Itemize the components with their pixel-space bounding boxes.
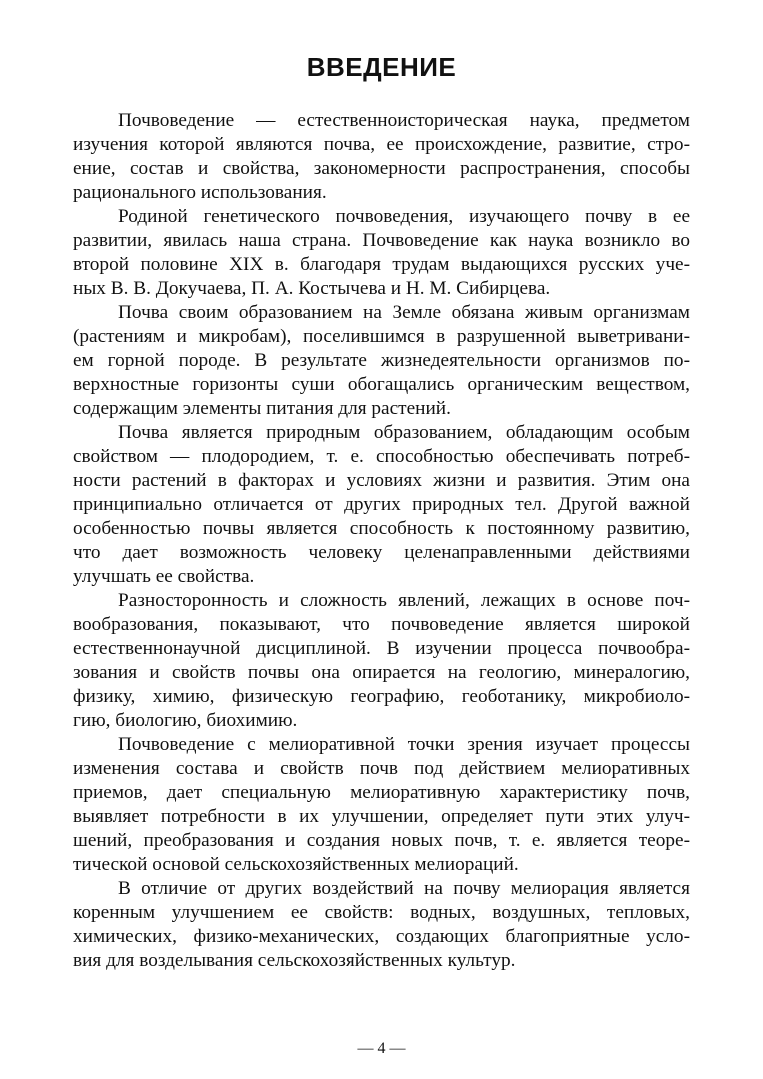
text-line: Родиной генетического почвоведения, изучающего почву в ее xyxy=(118,206,690,227)
text-line: улучшать ее свойства. xyxy=(73,566,255,587)
text-line: особенностью почвы является способность к постоянному развитию, xyxy=(73,518,690,539)
text-line: вообразования, показывают, что почвоведение является широкой xyxy=(73,614,690,635)
text-line: развитии, явилась наша страна. Почвоведение как наука возникло во xyxy=(73,230,690,251)
text-line: Разносторонность и сложность явлений, лежащих в основе поч- xyxy=(118,590,690,611)
text-line: принципиально отличается от других природных тел. Другой важной xyxy=(73,494,690,515)
text-line: рационального использования. xyxy=(73,182,327,203)
text-line: второй половине XIX в. благодаря трудам выдающихся русских уче- xyxy=(73,254,690,275)
paragraph xyxy=(73,109,690,205)
text-line: Почвоведение с мелиоративной точки зрения изучает процессы xyxy=(118,734,690,755)
paragraph xyxy=(73,877,690,973)
text-line: В отличие от других воздействий на почву мелиорация является xyxy=(118,878,690,899)
paragraph xyxy=(73,421,690,589)
text-line: верхностные горизонты суши обогащались органическим веществом, xyxy=(73,374,690,395)
text-line: Почва своим образованием на Земле обязана живым организмам xyxy=(118,302,690,323)
text-line: Почва является природным образованием, обладающим особым xyxy=(118,422,690,443)
text-line: ем горной породе. В результате жизнедеятельности организмов по- xyxy=(73,350,690,371)
text-line: содержащим элементы питания для растений. xyxy=(73,398,451,419)
page-number: — 4 — xyxy=(357,1040,406,1057)
page-title: ВВЕДЕНИЕ xyxy=(306,52,457,82)
text-line: шений, преобразования и создания новых почв, т. е. является теоре- xyxy=(73,830,690,851)
text-line: изменения состава и свойств почв под действием мелиоративных xyxy=(73,758,690,779)
text-line: что дает возможность человеку целенаправленными действиями xyxy=(73,542,690,563)
text-line: тической основой сельскохозяйственных мелиораций. xyxy=(73,854,519,875)
text-line: ение, состав и свойства, закономерности распространения, способы xyxy=(73,158,690,179)
paragraph xyxy=(73,205,690,301)
text-line: изучения которой являются почва, ее происхождение, развитие, стро- xyxy=(73,134,690,155)
paragraph xyxy=(73,733,690,877)
paragraph xyxy=(73,589,690,733)
text-line: (растениям и микробам), поселившимся в разрушенной выветривани- xyxy=(73,326,690,347)
text-line: естественнонаучной дисциплиной. В изучении процесса почвообра- xyxy=(73,638,690,659)
text-line: ных В. В. Докучаева, П. А. Костычева и Н. М. Сибирцева. xyxy=(73,278,551,299)
text-line: гию, биологию, биохимию. xyxy=(73,710,298,731)
text-line: химических, физико-механических, создающих благоприятные усло- xyxy=(73,926,690,947)
text-line: свойством — плодородием, т. е. способностью обеспечивать потреб- xyxy=(73,446,690,467)
text-line: ности растений в факторах и условиях жизни и развития. Этим она xyxy=(73,470,690,491)
text-line: коренным улучшением ее свойств: водных, воздушных, тепловых, xyxy=(73,902,690,923)
paragraph xyxy=(73,301,690,421)
text-line: зования и свойств почвы она опирается на геологию, минералогию, xyxy=(73,662,690,683)
text-line: вия для возделывания сельскохозяйственных культур. xyxy=(73,950,516,971)
text-line: выявляет потребности в их улучшении, определяет пути этих улуч- xyxy=(73,806,690,827)
text-line: Почвоведение — естественноисторическая наука, предметом xyxy=(118,110,690,131)
body-text xyxy=(73,109,690,973)
text-line: физику, химию, физическую географию, геоботанику, микробиоло- xyxy=(73,686,690,707)
text-line: приемов, дает специальную мелиоративную характеристику почв, xyxy=(73,782,690,803)
